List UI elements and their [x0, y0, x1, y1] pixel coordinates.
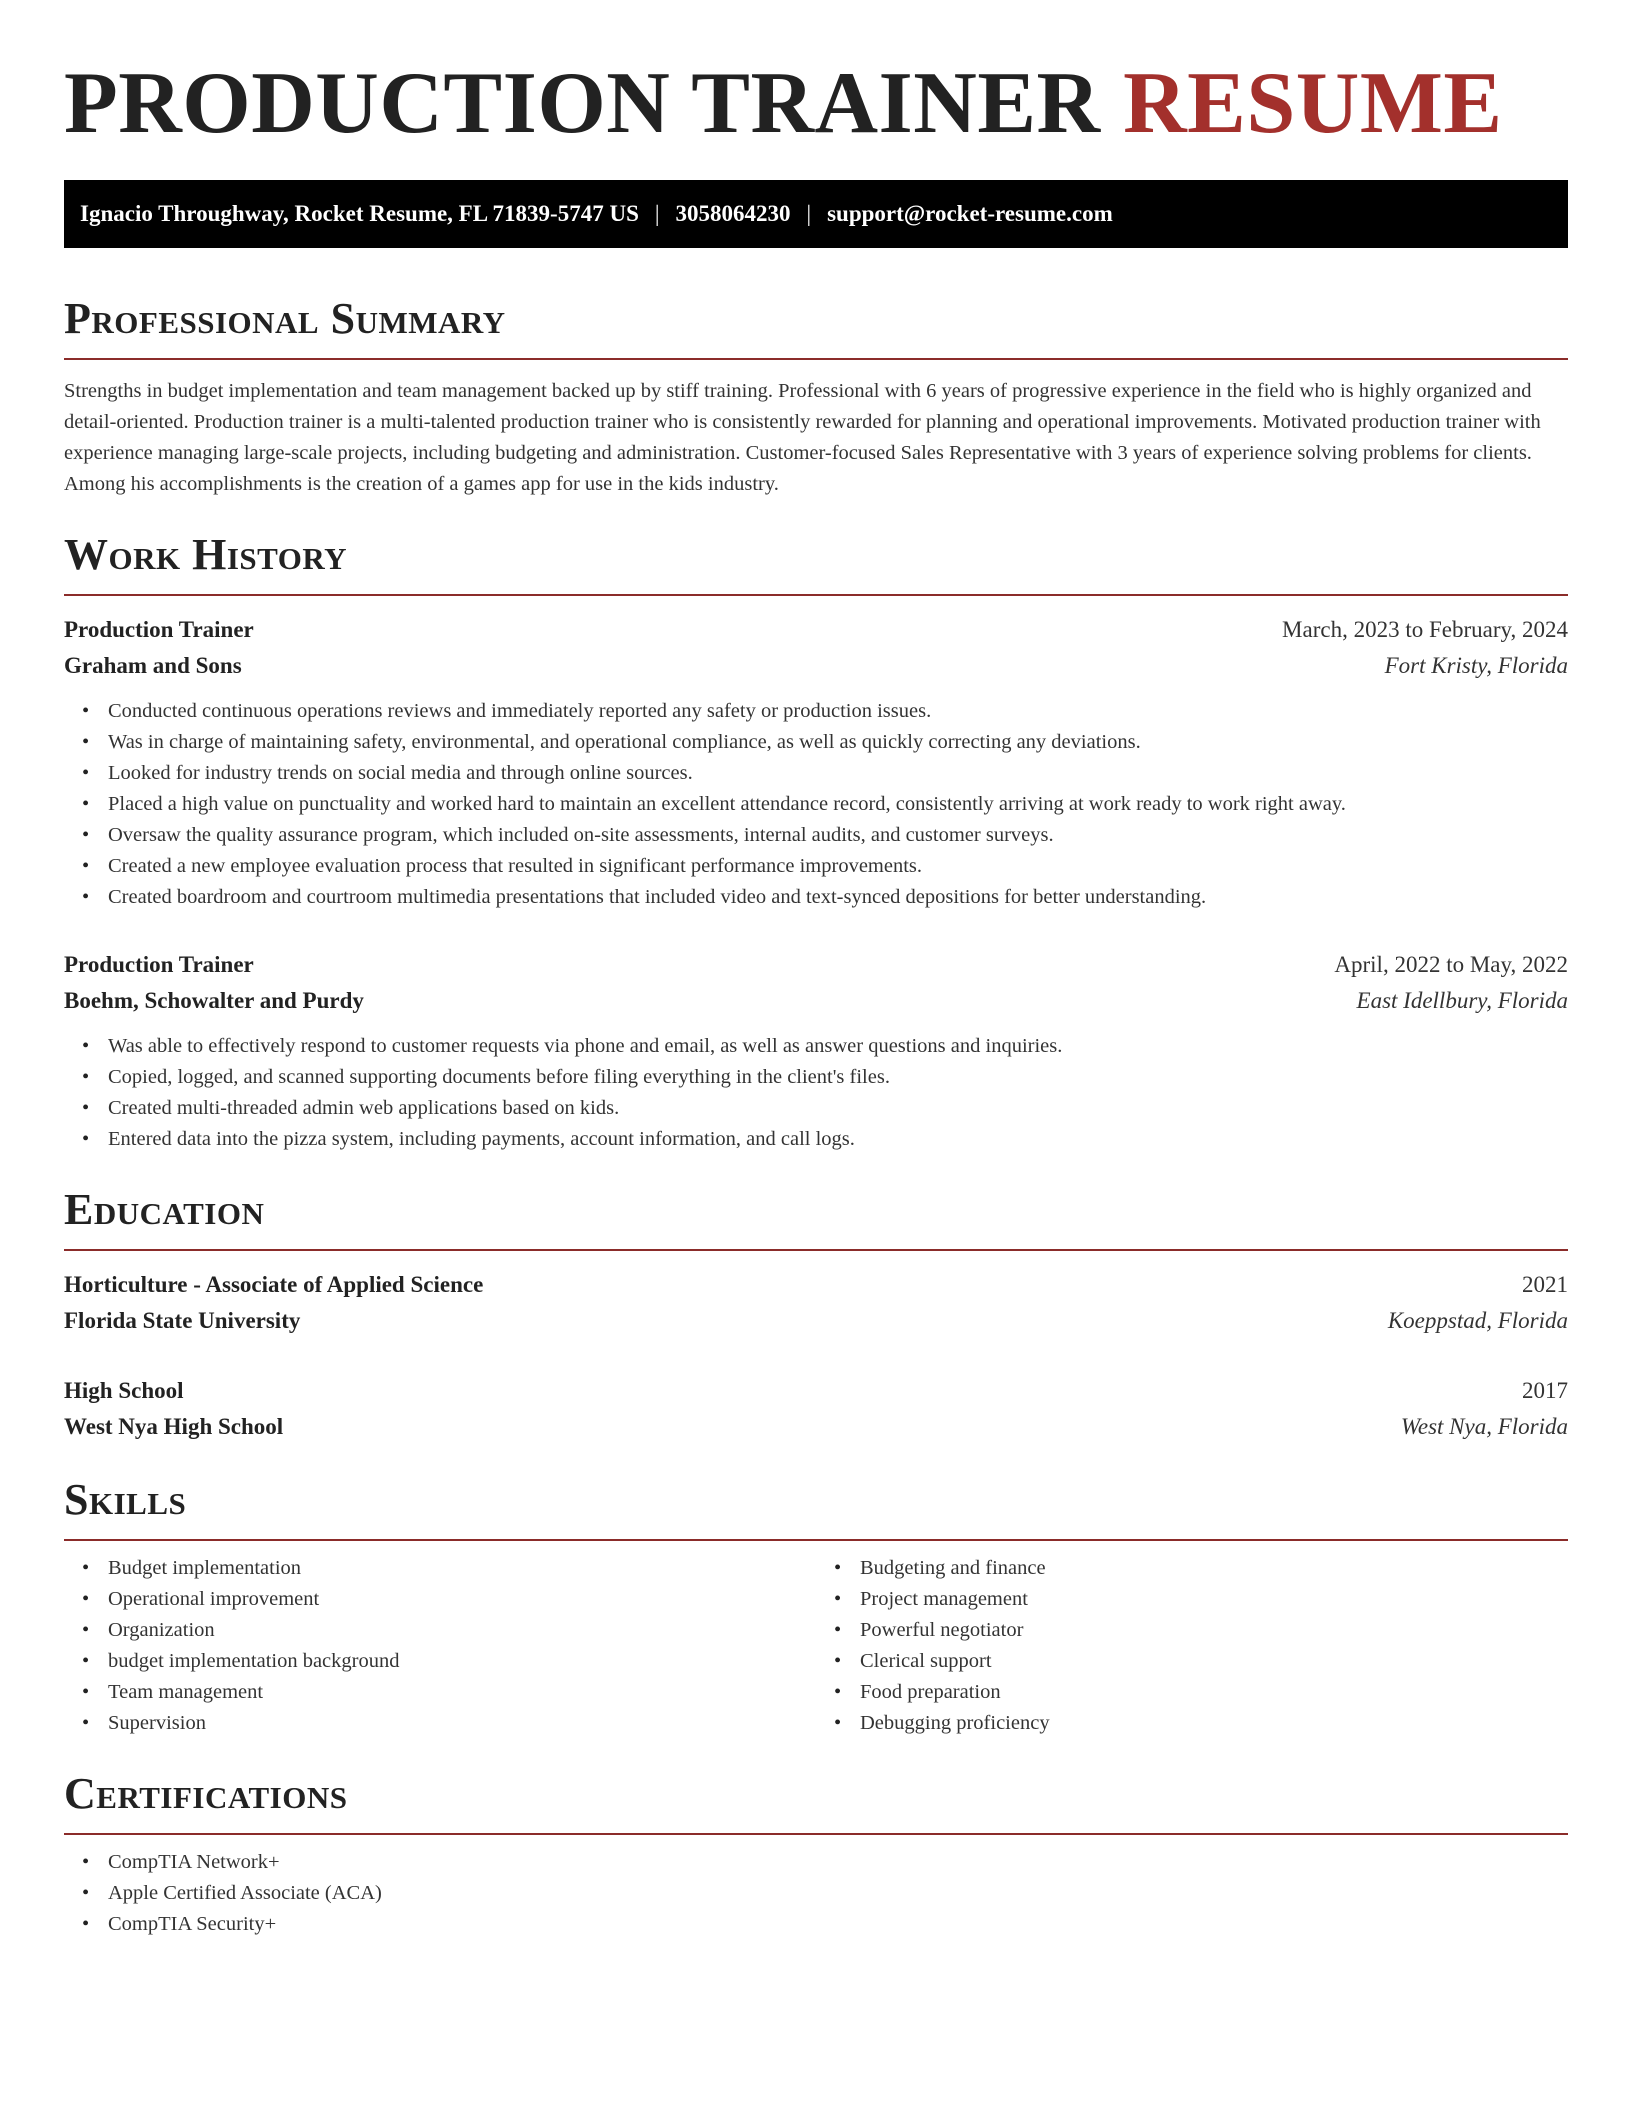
contact-email: support@rocket-resume.com [827, 201, 1113, 226]
education-degree-row [64, 1373, 1568, 1409]
skill-item: • Food preparation [860, 1677, 1568, 1708]
education-school-row [64, 1303, 1568, 1339]
job-bullets [64, 1031, 1568, 1155]
job-bullet: • Conducted continuous operations reviews and immediately reported any safety or production issues. [108, 696, 1568, 727]
job-dates: March, 2023 to February, 2024 [1282, 617, 1568, 642]
job-title: Production Trainer [64, 617, 254, 642]
job-bullet: • Entered data into the pizza system, including payments, account information, and call logs. [108, 1124, 1568, 1155]
summary-text: Strengths in budget implementation and team management backed up by stiff training. Professional with 6 years of progressive experience in the field who is highly organized and detail-oriented. Production trainer is a multi-talented production trainer who is consistently rewarded for planning and operational improvements. Motivated production trainer with experience managing large-scale projects, including budgeting and administration. Customer-focused Sales Representative with 3 years of experience solving problems for clients. Among his accomplishments is the creation of a games app for use in the kids industry. [64, 380, 1541, 495]
education-school: Florida State University [64, 1308, 301, 1333]
skills-list-left [64, 1553, 816, 1739]
job-bullets [64, 696, 1568, 913]
skill-item: • budget implementation background [108, 1646, 816, 1677]
job-bullet: • Created a new employee evaluation process that resulted in significant performance improvements. [108, 851, 1568, 882]
job-title-row [64, 947, 1568, 983]
skill-item: • Budget implementation [108, 1553, 816, 1584]
job-company-row [64, 983, 1568, 1019]
skills-section [64, 1475, 1568, 1739]
education-year: 2021 [1522, 1272, 1568, 1297]
work-history-section [64, 530, 1568, 1155]
skill-item: • Debugging proficiency [860, 1708, 1568, 1739]
contact-bar [64, 180, 1568, 248]
education-location: West Nya, Florida [1400, 1414, 1568, 1439]
section-divider [64, 594, 1568, 596]
job-bullet: • Created multi-threaded admin web applications based on kids. [108, 1093, 1568, 1124]
job-entry [64, 612, 1568, 913]
job-title-row [64, 612, 1568, 648]
skills-list-right [816, 1553, 1568, 1739]
certification-item: • CompTIA Network+ [108, 1847, 1568, 1878]
job-dates: April, 2022 to May, 2022 [1334, 952, 1568, 977]
education-location: Koeppstad, Florida [1387, 1308, 1568, 1333]
job-entry [64, 947, 1568, 1155]
skill-item: • Organization [108, 1615, 816, 1646]
job-bullet: • Looked for industry trends on social media and through online sources. [108, 758, 1568, 789]
certification-item: • CompTIA Security+ [108, 1909, 1568, 1940]
contact-separator: | [654, 201, 660, 226]
job-location: East Idellbury, Florida [1356, 988, 1568, 1013]
job-company-row [64, 648, 1568, 684]
education-school: West Nya High School [64, 1414, 284, 1439]
job-bullet: • Oversaw the quality assurance program, which included on-site assessments, internal audits, and customer surveys. [108, 820, 1568, 851]
job-location: Fort Kristy, Florida [1384, 653, 1568, 678]
certifications-section [64, 1769, 1568, 1940]
education-degree: Horticulture - Associate of Applied Science [64, 1272, 484, 1297]
job-bullet: • Created boardroom and courtroom multimedia presentations that included video and text-synced depositions for better understanding. [108, 882, 1568, 913]
skills-grid [64, 1553, 1568, 1739]
skill-item: • Project management [860, 1584, 1568, 1615]
contact-address: Ignacio Throughway, Rocket Resume, FL 71839-5747 US [80, 201, 639, 226]
section-divider [64, 1249, 1568, 1251]
skill-item: • Operational improvement [108, 1584, 816, 1615]
job-title: Production Trainer [64, 952, 254, 977]
education-degree: High School [64, 1378, 184, 1403]
certification-item: • Apple Certified Associate (ACA) [108, 1878, 1568, 1909]
education-entry [64, 1267, 1568, 1339]
education-school-row [64, 1409, 1568, 1445]
job-company: Boehm, Schowalter and Purdy [64, 988, 364, 1013]
education-heading: Education [64, 1185, 265, 1234]
education-year: 2017 [1522, 1378, 1568, 1403]
contact-phone: 3058064230 [675, 201, 791, 226]
title-main: PRODUCTION TRAINER [64, 55, 1101, 152]
skill-item: • Clerical support [860, 1646, 1568, 1677]
resume-title [64, 55, 1568, 152]
skills-heading: Skills [64, 1475, 187, 1524]
skill-item: • Budgeting and finance [860, 1553, 1568, 1584]
work-history-heading: Work History [64, 530, 348, 579]
job-bullet: • Placed a high value on punctuality and worked hard to maintain an excellent attendance record, consistently arriving at work ready to work right away. [108, 789, 1568, 820]
education-entry [64, 1373, 1568, 1445]
section-divider [64, 1539, 1568, 1541]
job-bullet: • Was able to effectively respond to customer requests via phone and email, as well as answer questions and inquiries. [108, 1031, 1568, 1062]
education-degree-row [64, 1267, 1568, 1303]
summary-heading: Professional Summary [64, 294, 506, 343]
skill-item: • Team management [108, 1677, 816, 1708]
education-section [64, 1185, 1568, 1445]
job-company: Graham and Sons [64, 653, 242, 678]
summary-section [64, 294, 1568, 500]
job-bullet: • Copied, logged, and scanned supporting documents before filing everything in the client's files. [108, 1062, 1568, 1093]
skill-item: • Supervision [108, 1708, 816, 1739]
certifications-list [64, 1847, 1568, 1940]
section-divider [64, 1833, 1568, 1835]
section-divider [64, 358, 1568, 360]
skill-item: • Powerful negotiator [860, 1615, 1568, 1646]
title-accent: RESUME [1123, 55, 1503, 152]
job-bullet: • Was in charge of maintaining safety, environmental, and operational compliance, as well as quickly correcting any deviations. [108, 727, 1568, 758]
contact-separator: | [806, 201, 812, 226]
certifications-heading: Certifications [64, 1769, 348, 1818]
